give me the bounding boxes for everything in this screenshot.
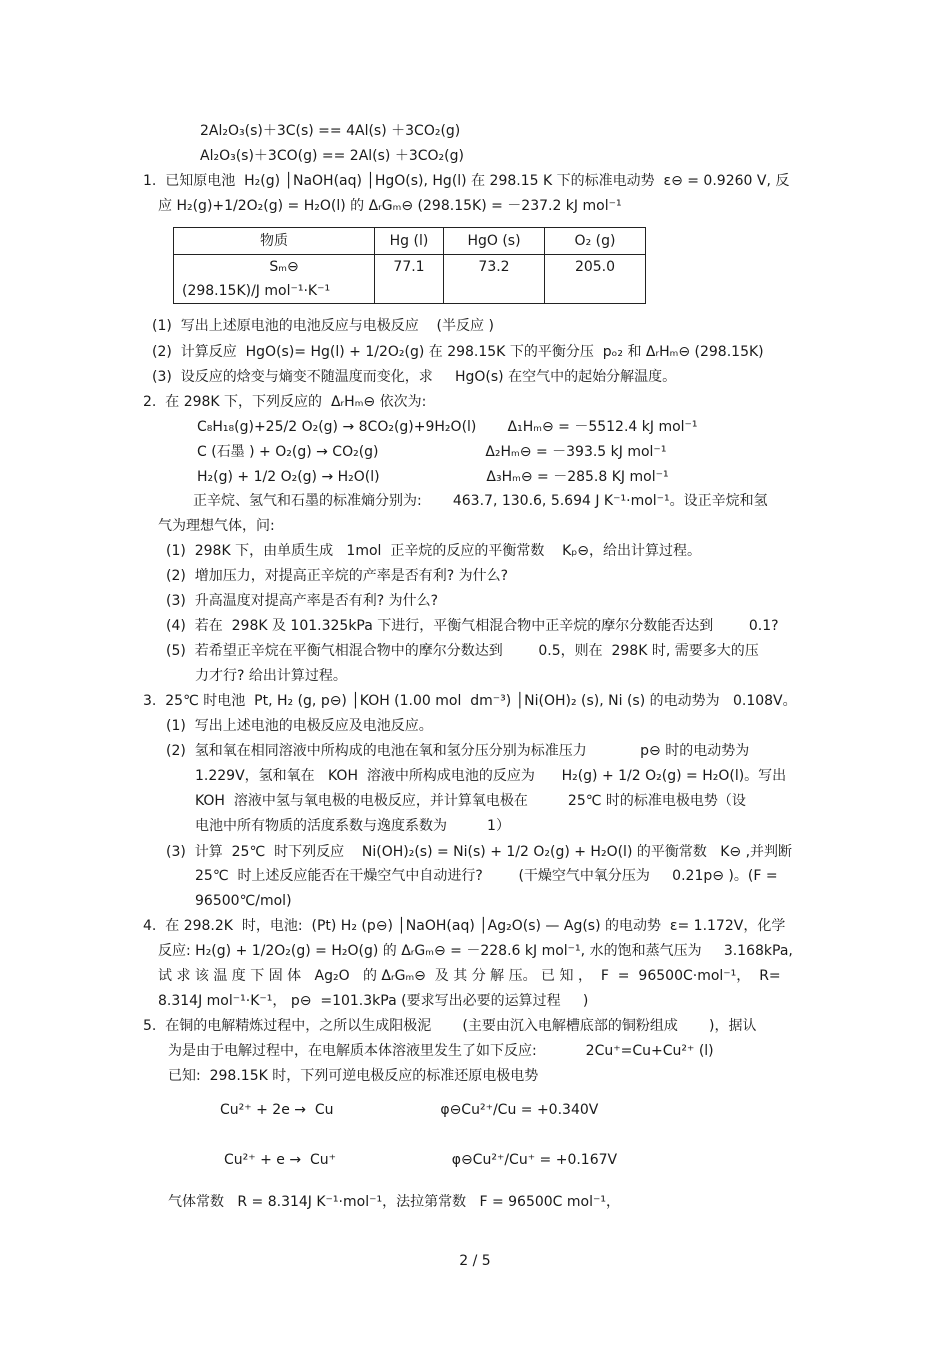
- text-line-p3-q3a: (3) 计算 25℃ 时下列反应 Ni(OH)₂(s) = Ni(s) + 1/2 O₂(g) + H₂O(l) 的平衡常数 K⊖ ,并判断: [166, 844, 793, 860]
- table-cell: 205.0: [545, 255, 646, 304]
- text-line-p5-const: 气体常数 R = 8.314J K⁻¹·mol⁻¹，法拉第常数 F = 96500C mol⁻¹，: [168, 1194, 620, 1210]
- text-line-p2-eq1: C₈H₁₈(g)+25/2 O₂(g) → 8CO₂(g)+9H₂O(l) Δ₁Hₘ⊖ = －5512.4 kJ mol⁻¹: [197, 419, 698, 435]
- text-line-p1-q1: (1) 写出上述原电池的电池反应与电极反应 (半反应 ): [152, 318, 494, 334]
- text-line-p2-line2: 正辛烷、氢气和石墨的标准熵分别为: 463.7, 130.6, 5.694 J K⁻¹·mol⁻¹。设正辛烷和氢: [193, 493, 768, 509]
- text-line-p1-line2: 应 H₂(g)+1/2O₂(g) = H₂O(l) 的 ΔᵣGₘ⊖ (298.15K) = －237.2 kJ mol⁻¹: [158, 198, 622, 214]
- text-line-p3-line1: 3. 25℃ 时电池 Pt, H₂ (g, p⊖) │KOH (1.00 mol dm⁻³) │Ni(OH)₂ (s), Ni (s) 的电动势为 0.108V。: [143, 693, 797, 709]
- text-line-eq-al2o3-co: Al₂O₃(s)＋3CO(g) == 2Al(s) ＋3CO₂(g): [200, 148, 464, 164]
- text-line-p2-q2: (2) 增加压力，对提高正辛烷的产率是否有利? 为什么?: [166, 568, 509, 584]
- text-line-p3-q1: (1) 写出上述电池的电极反应及电池反应。: [166, 718, 433, 734]
- text-line-p2-q1: (1) 298K 下，由单质生成 1mol 正辛烷的反应的平衡常数 Kₚ⊖，给出计算过程。: [166, 543, 702, 559]
- text-line-p5-line1: 5. 在铜的电解精炼过程中，之所以生成阳极泥 (主要由沉入电解槽底部的铜粉组成 )，据认: [143, 1018, 757, 1034]
- text-line-p5-line3: 已知: 298.15K 时，下列可逆电极反应的标准还原电极电势: [168, 1068, 539, 1084]
- entropy-table: [173, 227, 646, 304]
- table-header-row: [174, 228, 646, 255]
- table-row: [174, 255, 646, 304]
- text-line-p2-q5b: 力才行? 给出计算过程。: [195, 668, 347, 684]
- entropy-unit: (298.15K)/J mol⁻¹·K⁻¹: [182, 283, 331, 299]
- table-cell: 77.1: [375, 255, 444, 304]
- text-line-p3-q2b: 1.229V，氢和氧在 KOH 溶液中所构成电池的反应为 H₂(g) + 1/2 O₂(g) = H₂O(l)。写出: [195, 768, 787, 784]
- text-line-p3-q2d: 电池中所有物质的活度系数与逸度系数为 1）: [195, 818, 510, 834]
- text-line-p5-eq1: Cu²⁺ + 2e → Cu φ⊖Cu²⁺/Cu = +0.340V: [220, 1102, 599, 1118]
- text-line-p3-q2a: (2) 氢和氧在相同溶液中所构成的电池在氧和氢分压分别为标准压力 p⊖ 时的电动势为: [166, 743, 750, 759]
- table-header-cell: O₂ (g): [545, 228, 646, 255]
- table-row-label: [174, 255, 375, 304]
- text-line-p3-q3b: 25℃ 时上述反应能否在干燥空气中自动进行? (干燥空气中氧分压为 0.21p⊖ )。(F =: [195, 868, 778, 884]
- page-number: 2 / 5: [459, 1253, 491, 1269]
- table-header-cell: Hg (l): [375, 228, 444, 255]
- text-line-p2-q5a: (5) 若希望正辛烷在平衡气相混合物中的摩尔分数达到 0.5，则在 298K 时, 需要多大的压: [166, 643, 759, 659]
- text-line-p1-q3: (3) 设反应的焓变与熵变不随温度而变化，求 HgO(s) 在空气中的起始分解温度。: [152, 369, 677, 385]
- text-line-p3-q2c: KOH 溶液中氢与氧电极的电极反应，并计算氧电极在 25℃ 时的标准电极电势（设: [195, 793, 746, 809]
- text-line-p2-eq3: H₂(g) + 1/2 O₂(g) → H₂O(l) Δ₃Hₘ⊖ = －285.8 KJ mol⁻¹: [197, 469, 669, 485]
- text-line-p2-line1: 2. 在 298K 下，下列反应的 ΔᵣHₘ⊖ 依次为:: [143, 394, 427, 410]
- text-line-p1-q2: (2) 计算反应 HgO(s)= Hg(l) + 1/2O₂(g) 在 298.15K 下的平衡分压 pₒ₂ 和 ΔᵣHₘ⊖ (298.15K): [152, 344, 764, 360]
- table-header-cell: 物质: [174, 228, 375, 255]
- text-line-p4-line4: 8.314J mol⁻¹·K⁻¹， p⊖ =101.3kPa (要求写出必要的运算过程 ): [158, 993, 589, 1009]
- text-line-eq-al2o3-c: 2Al₂O₃(s)＋3C(s) == 4Al(s) ＋3CO₂(g): [200, 123, 461, 139]
- text-line-p1-line1: 1. 已知原电池 H₂(g) │NaOH(aq) │HgO(s), Hg(l) 在 298.15 K 下的标准电动势 ε⊖ = 0.9260 V, 反: [143, 173, 790, 189]
- table-header-cell: HgO (s): [444, 228, 545, 255]
- text-line-p4-line3: 试 求 该 温 度 下 固 体 Ag₂O 的 ΔᵣGₘ⊖ 及 其 分 解 压。 已 知 ， F = 96500C·mol⁻¹， R=: [158, 968, 781, 984]
- text-line-p2-line3: 气为理想气体，问:: [158, 518, 275, 534]
- text-line-p4-line1: 4. 在 298.2K 时，电池: (Pt) H₂ (p⊖) │NaOH(aq) │Ag₂O(s) — Ag(s) 的电动势 ε= 1.172V，化学: [143, 918, 786, 934]
- text-line-p4-line2: 反应: H₂(g) + 1/2O₂(g) = H₂O(g) 的 ΔᵣGₘ⊖ = －228.6 kJ mol⁻¹, 水的饱和蒸气压为 3.168kPa,: [158, 943, 793, 959]
- table-cell: 73.2: [444, 255, 545, 304]
- text-line-p5-eq2: Cu²⁺ + e → Cu⁺ φ⊖Cu²⁺/Cu⁺ = +0.167V: [224, 1152, 618, 1168]
- entropy-symbol: Sₘ⊖: [269, 259, 299, 275]
- text-line-p2-q4: (4) 若在 298K 及 101.325kPa 下进行，平衡气相混合物中正辛烷的摩尔分数能否达到 0.1?: [166, 618, 779, 634]
- text-line-p2-eq2: C (石墨 ) + O₂(g) → CO₂(g) Δ₂Hₘ⊖ = －393.5 kJ mol⁻¹: [197, 444, 667, 460]
- text-line-p3-q3c: 96500℃/mol): [195, 893, 292, 909]
- text-line-p5-line2: 为是由于电解过程中，在电解质本体溶液里发生了如下反应: 2Cu⁺=Cu+Cu²⁺ (l): [168, 1043, 714, 1059]
- text-line-p2-q3: (3) 升高温度对提高产率是否有利? 为什么?: [166, 593, 439, 609]
